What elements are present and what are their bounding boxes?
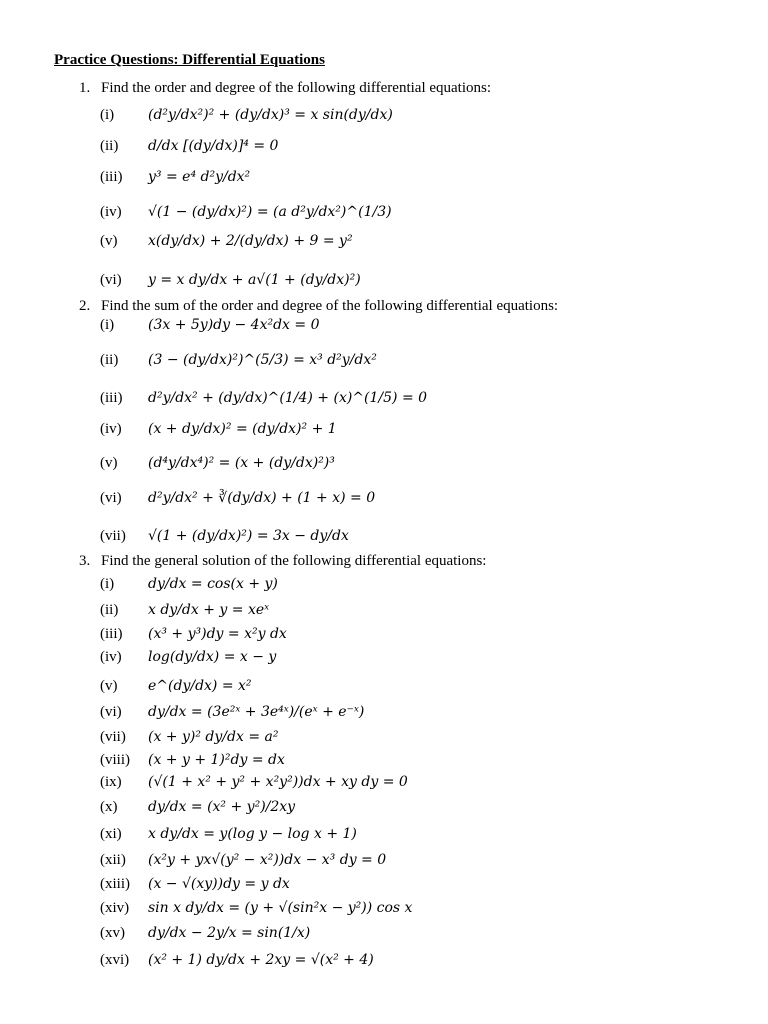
equation: (√(1 + x² + y² + x²y²))dx + xy dy = 0 [148,774,408,790]
item-label: (xiii) [100,876,130,892]
equation: dy/dx = cos(x + y) [148,576,278,592]
question-number: 2. [79,298,91,314]
item-label: (v) [100,678,118,694]
item-label: (vii) [100,729,126,745]
equation: (x² + 1) dy/dx + 2xy = √(x² + 4) [148,952,374,968]
item-label: (v) [100,233,118,249]
question-text: Find the order and degree of the following differential equations: [101,80,492,96]
equation: log(dy/dx) = x − y [148,649,277,665]
item-label: (v) [100,455,118,471]
equation: √(1 − (dy/dx)²) = (a d²y/dx²)^(1/3) [148,204,392,220]
item-label: (iv) [100,421,122,437]
equation: x dy/dx = y(log y − log x + 1) [148,826,357,842]
item-label: (iii) [100,169,123,185]
equation: x(dy/dx) + 2/(dy/dx) + 9 = y² [148,233,353,249]
equation: (x²y + yx√(y² − x²))dx − x³ dy = 0 [148,852,387,868]
item-label: (iv) [100,649,122,665]
equation: dy/dx = (x² + y²)/2xy [148,799,296,815]
equation: sin x dy/dx = (y + √(sin²x − y²)) cos x [148,900,413,916]
item-label: (ii) [100,602,119,618]
item-label: (xvi) [100,952,130,968]
question-text: Find the sum of the order and degree of the following differential equations: [101,298,559,314]
equation: (d²y/dx²)² + (dy/dx)³ = x sin(dy/dx) [148,107,393,123]
equation: (x + y + 1)²dy = dx [148,752,285,768]
equation: √(1 + (dy/dx)²) = 3x − dy/dx [148,528,349,544]
item-label: (x) [100,799,118,815]
item-label: (xiv) [100,900,130,916]
item-label: (iii) [100,390,123,406]
item-label: (vi) [100,704,122,720]
item-label: (vii) [100,528,126,544]
equation: dy/dx − 2y/x = sin(1/x) [148,925,311,941]
item-label: (iv) [100,204,122,220]
question-number: 1. [79,80,91,96]
page-title: Practice Questions: Differential Equations [54,52,325,68]
item-label: (iii) [100,626,123,642]
item-label: (viii) [100,752,130,768]
equation: d²y/dx² + (dy/dx)^(1/4) + (x)^(1/5) = 0 [148,390,428,406]
equation: (3x + 5y)dy − 4x²dx = 0 [148,317,320,333]
item-label: (xii) [100,852,126,868]
equation: d²y/dx² + ∛(dy/dx) + (1 + x) = 0 [148,490,376,506]
item-label: (i) [100,317,115,333]
equation: d/dx [(dy/dx)]⁴ = 0 [148,138,279,154]
equation: e^(dy/dx) = x² [148,678,252,694]
question-2 [79,298,558,315]
equation: (x − √(xy))dy = y dx [148,876,290,892]
equation: y = x dy/dx + a√(1 + (dy/dx)²) [148,272,361,288]
equation: (x³ + y³)dy = x²y dx [148,626,287,642]
item-label: (i) [100,576,115,592]
item-label: (ii) [100,352,119,368]
item-label: (vi) [100,272,122,288]
equation: (x + dy/dx)² = (dy/dx)² + 1 [148,421,337,437]
equation: (d⁴y/dx⁴)² = (x + (dy/dx)²)³ [148,455,335,471]
question-text: Find the general solution of the following differential equations: [101,553,487,569]
item-label: (ix) [100,774,122,790]
question-1 [79,80,491,97]
equation: y³ = e⁴ d²y/dx² [148,169,251,185]
equation: (x + y)² dy/dx = a² [148,729,279,745]
item-label: (xv) [100,925,125,941]
item-label: (xi) [100,826,122,842]
equation: x dy/dx + y = xeˣ [148,602,270,618]
item-label: (i) [100,107,115,123]
item-label: (ii) [100,138,119,154]
question-3 [79,553,486,570]
equation: (3 − (dy/dx)²)^(5/3) = x³ d²y/dx² [148,352,377,368]
equation: dy/dx = (3e²ˣ + 3e⁴ˣ)/(eˣ + e⁻ˣ) [148,704,365,720]
question-number: 3. [79,553,91,569]
item-label: (vi) [100,490,122,506]
